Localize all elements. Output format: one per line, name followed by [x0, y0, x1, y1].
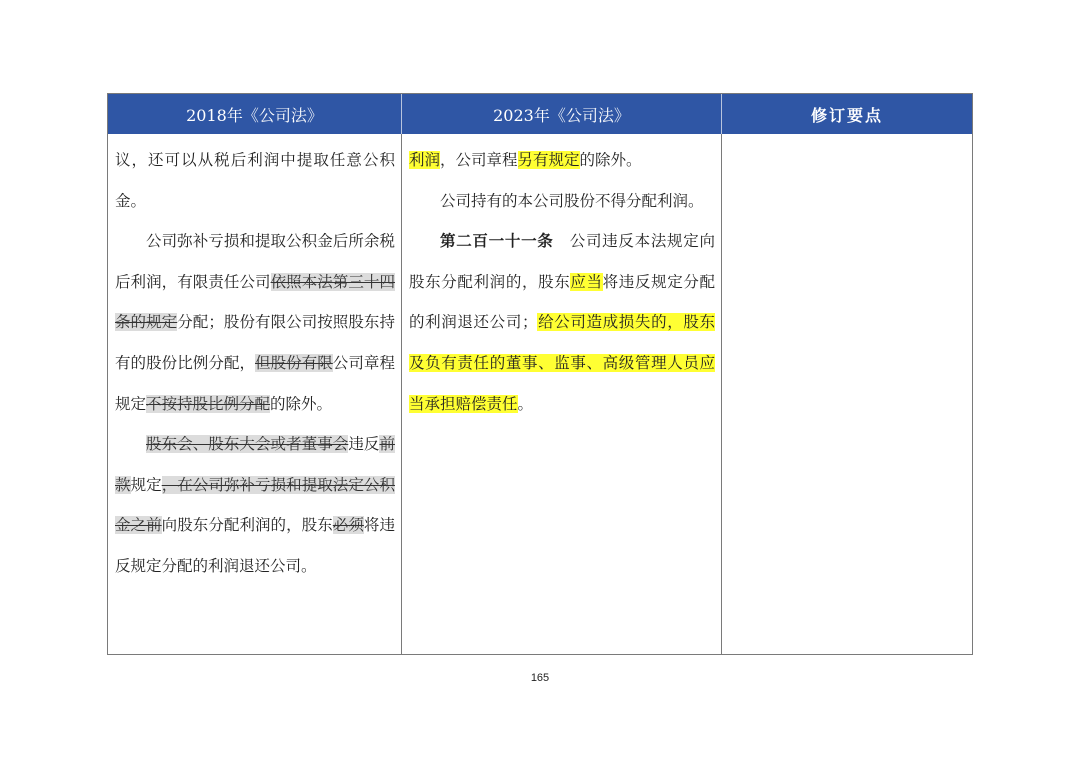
cell-2018-text: [108, 134, 402, 654]
text-run: 向股东分配利润的，股东: [161, 516, 333, 535]
article-number: 第二百一十一条: [440, 231, 554, 251]
text-run: 公司弥补亏损和提取公积金后所余税后利润，有限责任公司: [115, 232, 395, 291]
text-run: 议，还可以从税后利润中提取任意公积金。: [115, 151, 395, 210]
deleted-text: 不按持股比例分配: [146, 394, 271, 413]
page-number: 165: [530, 672, 550, 684]
paragraph: [115, 221, 395, 424]
paragraph: [115, 424, 395, 586]
header-2018-law: 2018年《公司法》: [108, 94, 402, 134]
comparison-table: [107, 93, 973, 655]
highlighted-text: 另有规定: [517, 151, 580, 169]
deleted-text: 但股份有限: [255, 353, 333, 372]
header-revision-points: 修订要点: [810, 105, 883, 125]
deleted-text: 必须: [332, 516, 364, 535]
deleted-text: 前款: [115, 435, 395, 494]
text-run: 将违反规定分配的利润退还公司。: [115, 516, 395, 575]
text-run: 。: [517, 394, 534, 413]
paragraph: [409, 181, 715, 222]
text-run: 公司持有的本公司股份不得分配利润。: [440, 191, 704, 210]
deleted-text: ，在公司弥补亏损和提取法定公积金之前: [115, 475, 395, 535]
text-run: 将违反规定分配的利润退还公司；: [409, 272, 715, 332]
paragraph: [409, 140, 715, 181]
text-run: 分配；股份有限公司按照股东持有的股份比例分配，: [115, 313, 395, 372]
table-header-row: [108, 94, 972, 134]
text-run: 的除外。: [579, 151, 642, 169]
cell-2023-text: [402, 134, 722, 654]
paragraph: [409, 221, 715, 424]
text-run: 公司章程规定: [115, 353, 395, 413]
highlighted-text: 利润: [409, 151, 441, 169]
highlighted-text: 给公司造成损失的，股东及负有责任的董事、监事、高级管理人员应当承担赔偿责任: [409, 313, 715, 413]
header-2023-law: 2023年《公司法》: [402, 94, 722, 134]
paragraph: [115, 140, 395, 221]
text-run: 规定: [130, 475, 162, 494]
cell-revision-notes: [722, 134, 972, 654]
table-body-row: [108, 134, 972, 654]
highlighted-text: 应当: [570, 272, 603, 291]
text-run: 违反: [348, 435, 380, 454]
text-run: ，公司章程: [440, 151, 518, 169]
deleted-text: 依照本法第三十四条的规定: [115, 272, 395, 332]
text-run: 的除外。: [270, 394, 333, 413]
text-run: 公司违反本法规定向股东分配利润的，股东: [409, 232, 715, 291]
deleted-text: 股东会、股东大会或者董事会: [146, 435, 349, 454]
